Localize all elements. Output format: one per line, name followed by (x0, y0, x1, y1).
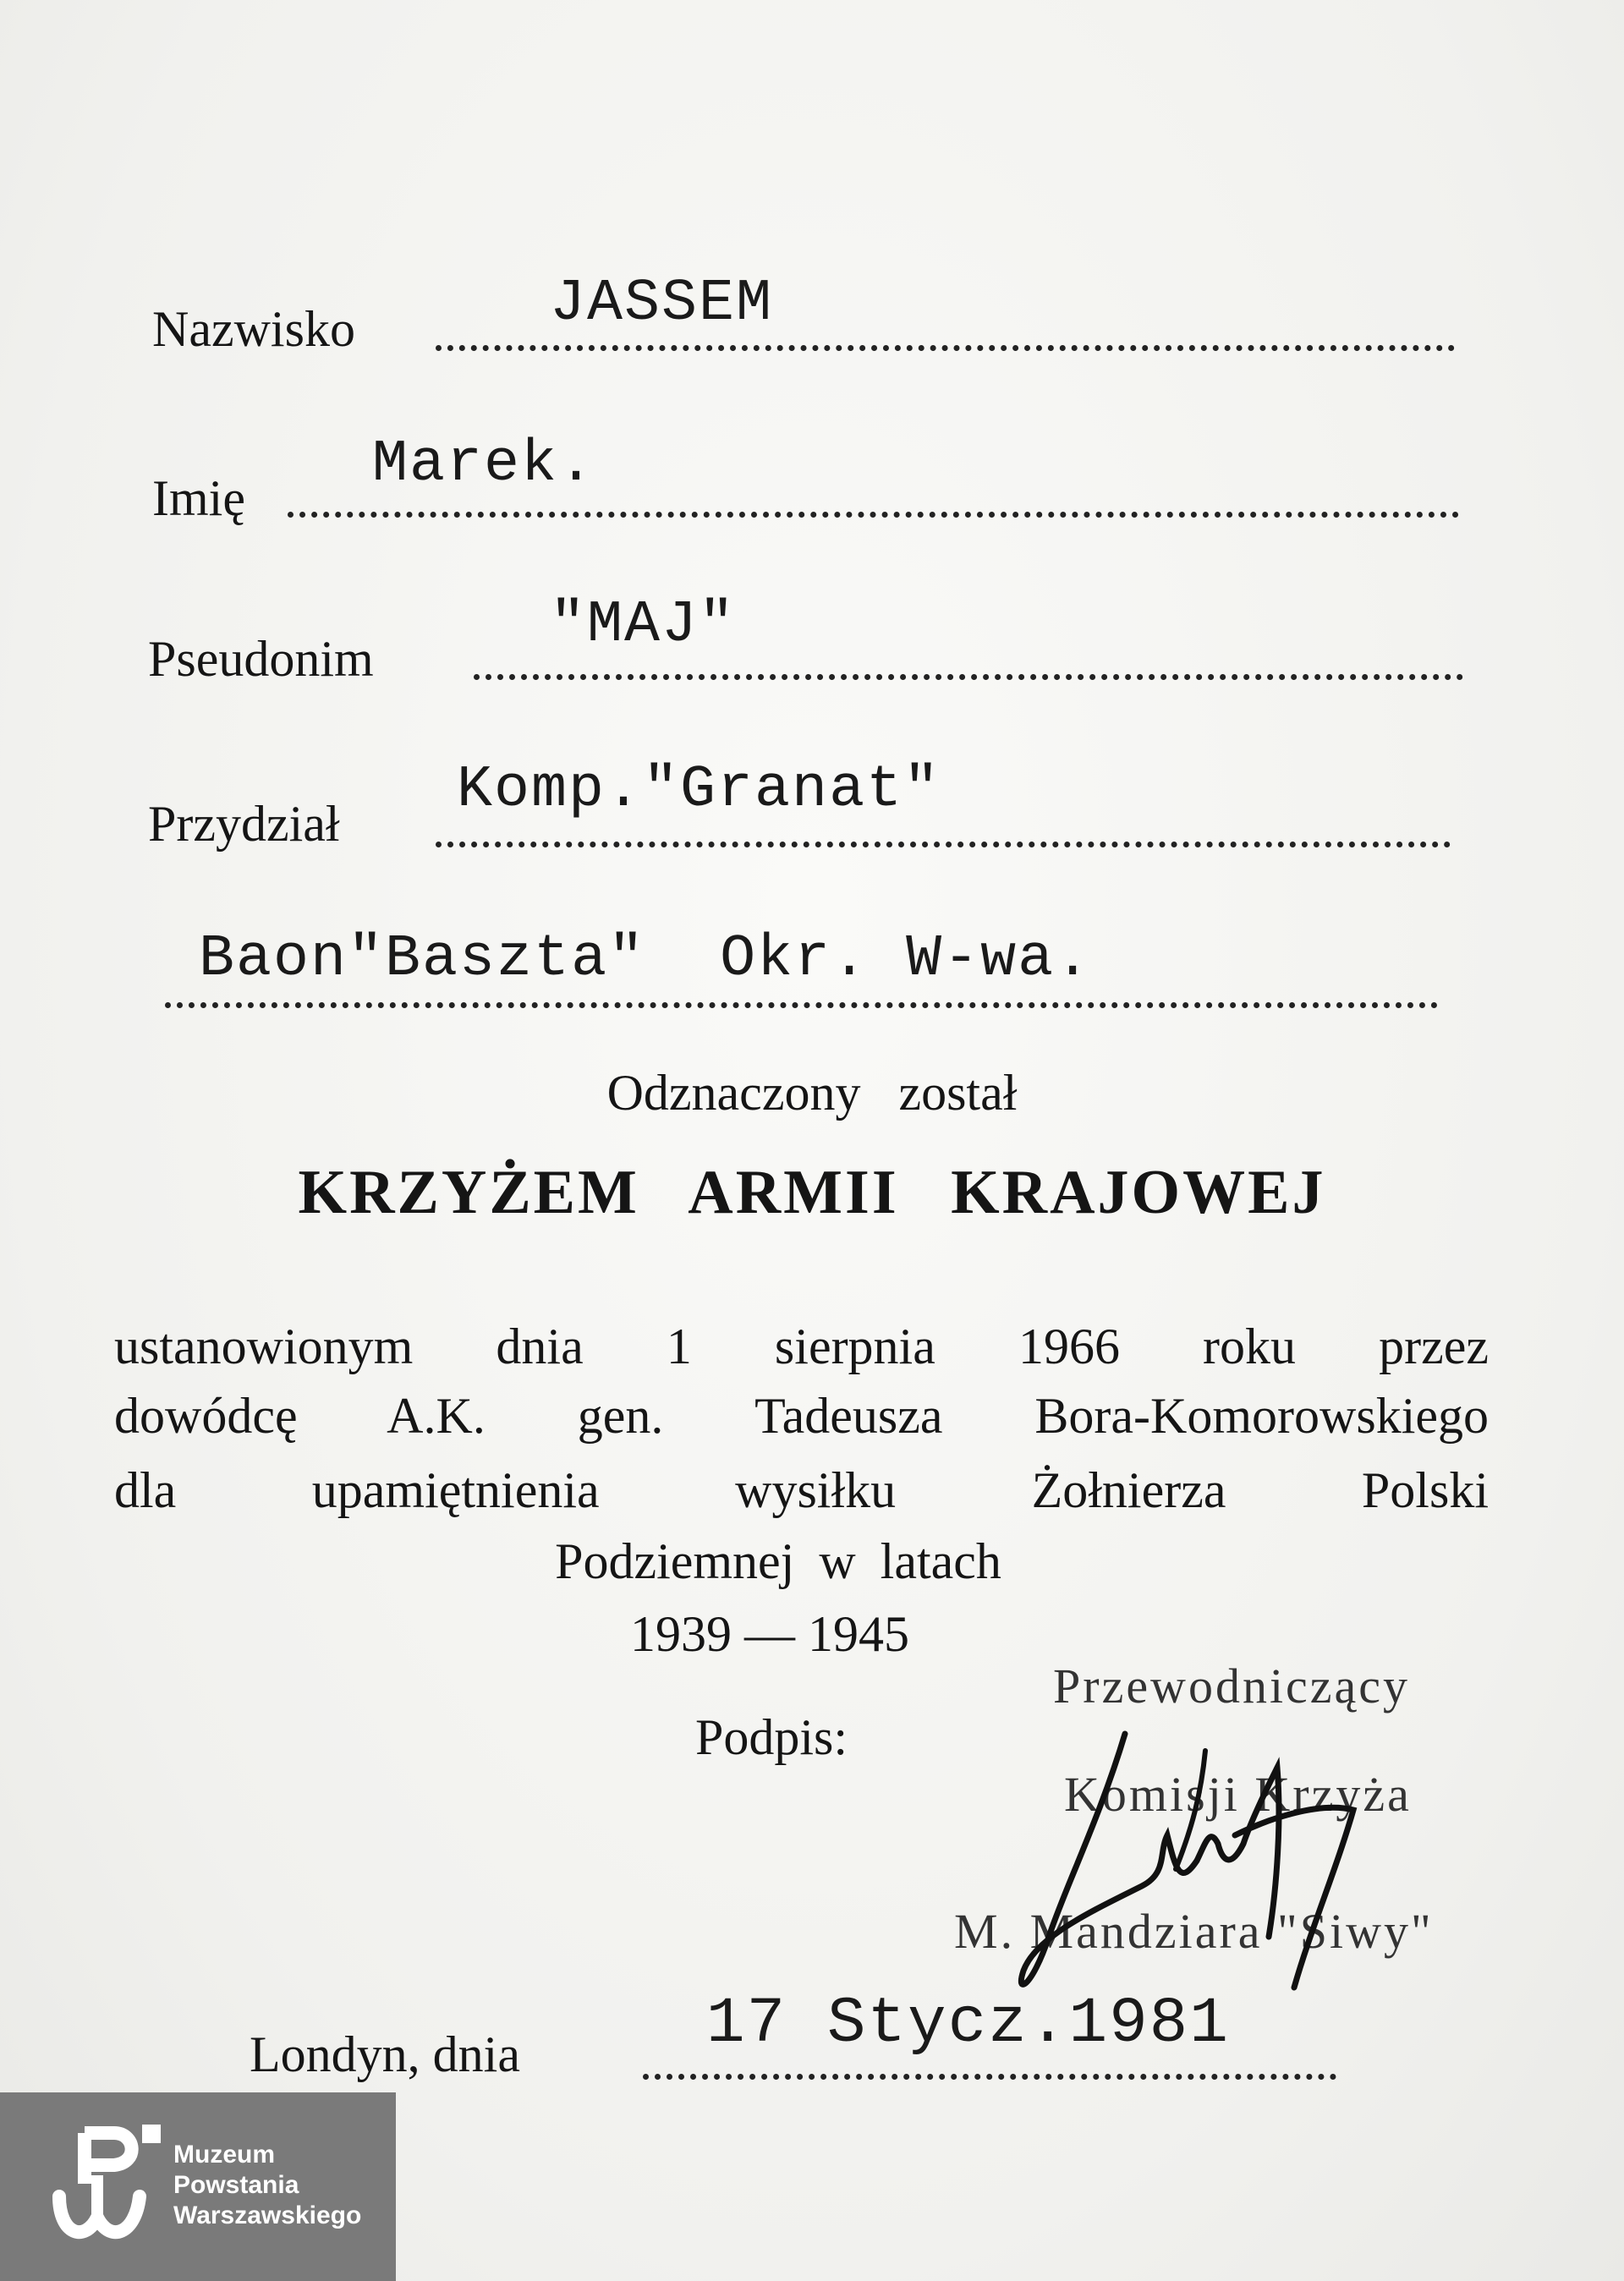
award-text-line-3: dla upamiętnienia wysiłku Żołnierza Polski (114, 1462, 1489, 1518)
museum-logo-box (0, 2092, 396, 2281)
pseudonym-value: "MAJ" (550, 592, 737, 659)
stamp-line-2: Komisji Krzyża (1064, 1767, 1412, 1822)
assignment-value-2: Baon"Baszta" Okr. W-wa. (199, 926, 1093, 993)
surname-label: Nazwisko (152, 301, 355, 357)
award-intro: Odznaczony został (606, 1065, 1018, 1121)
pseudonym-dotted-line (474, 674, 1463, 680)
museum-name (173, 2140, 361, 2231)
assignment-label: Przydział (148, 796, 340, 852)
award-text-line-4: Podziemnej w latach (555, 1533, 1001, 1589)
assignment-dotted-line-2 (165, 1002, 1438, 1008)
surname-value: JASSEM (550, 271, 774, 337)
place-date-label: Londyn, dnia (250, 2026, 520, 2082)
first-name-label: Imię (152, 470, 245, 526)
date-value: 17 Stycz.1981 (706, 1988, 1230, 2060)
anchor-logo-icon (51, 2125, 161, 2251)
award-years: 1939 — 1945 (630, 1606, 909, 1662)
award-text-line-1: ustanowionym dnia 1 sierpnia 1966 roku przez (114, 1319, 1489, 1374)
surname-dotted-line (436, 345, 1455, 351)
pseudonym-label: Pseudonim (148, 631, 374, 687)
first-name-value: Marek. (372, 431, 596, 498)
museum-name-line-2: Powstania (173, 2171, 299, 2199)
assignment-dotted-line (436, 842, 1451, 847)
museum-name-line-3: Warszawskiego (173, 2201, 362, 2229)
award-text-line-2: dowódcę A.K. gen. Tadeusza Bora-Komorowskiego (114, 1388, 1489, 1444)
first-name-dotted-line (288, 512, 1459, 518)
date-dotted-line (643, 2074, 1336, 2080)
award-title: KRZYŻEM ARMII KRAJOWEJ (298, 1158, 1326, 1227)
stamp-line-1: Przewodniczący (1053, 1659, 1411, 1713)
signature-label: Podpis: (695, 1709, 848, 1765)
handwritten-signature (998, 1717, 1387, 2004)
museum-name-line-1: Muzeum (173, 2141, 275, 2169)
stamp-line-3: M. Mandziara "Siwy" (954, 1904, 1434, 1959)
assignment-value: Komp."Granat" (457, 757, 941, 824)
